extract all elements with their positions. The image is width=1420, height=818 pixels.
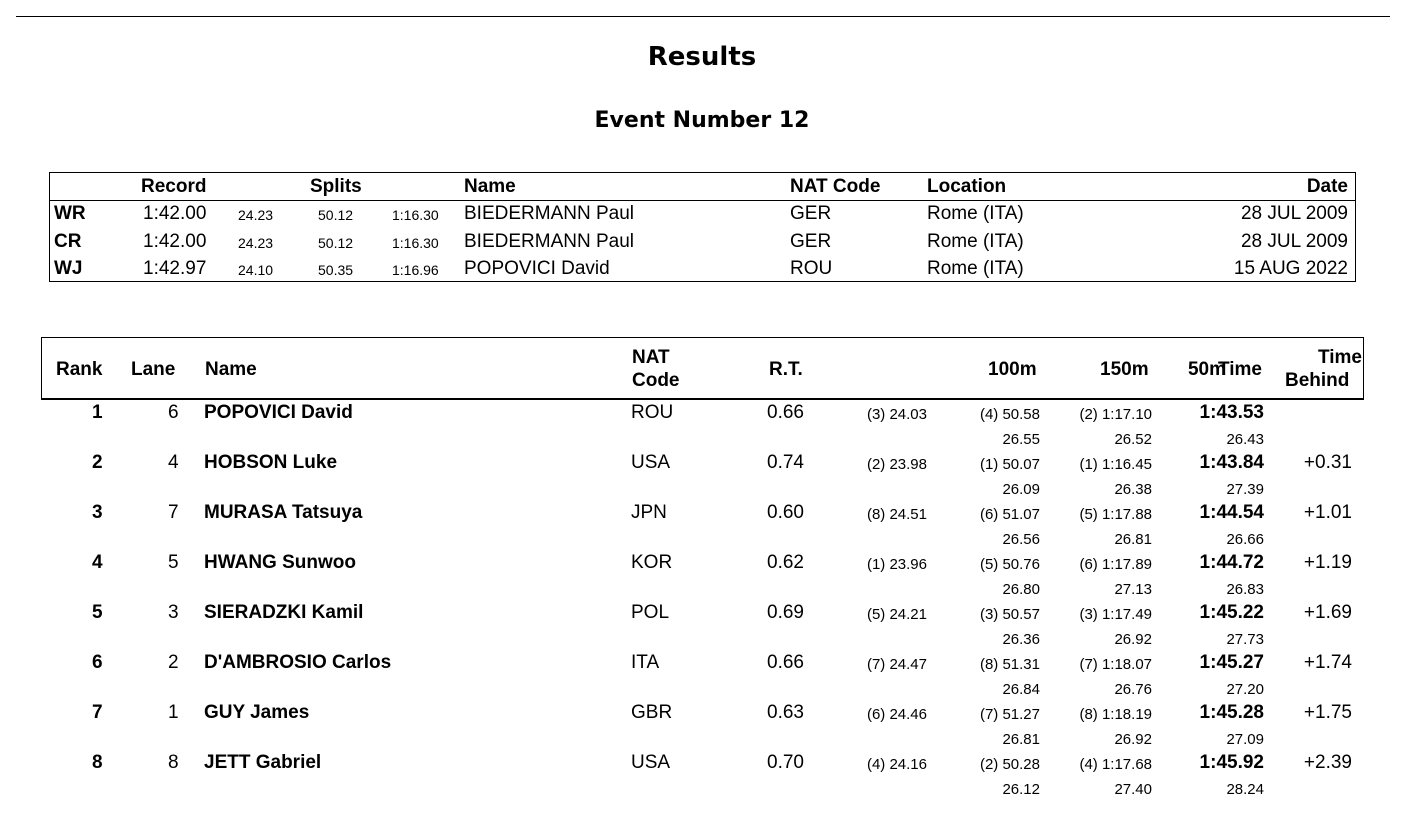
- record-split-100: 50.35: [318, 262, 354, 278]
- result-split-150m: (1) 1:16.45: [1079, 456, 1152, 473]
- result-lap-100m: 26.36: [1002, 631, 1040, 648]
- result-rank: 6: [92, 652, 103, 673]
- result-split-150m: (4) 1:17.68: [1079, 756, 1152, 773]
- result-lane: 3: [168, 602, 179, 623]
- results-header: [41, 337, 1364, 400]
- result-split-150m: (5) 1:17.88: [1079, 506, 1152, 523]
- result-split-150m: (3) 1:17.49: [1079, 606, 1152, 623]
- result-lap-100m: 26.56: [1002, 531, 1040, 548]
- result-lap-150m: 27.13: [1114, 581, 1152, 598]
- result-split-50m: (4) 24.16: [866, 756, 927, 773]
- record-time: 1:42.00: [143, 203, 207, 224]
- result-reaction-time: 0.66: [767, 652, 804, 673]
- result-rank: 8: [92, 752, 103, 773]
- record-holder-name: POPOVICI David: [464, 258, 610, 279]
- result-split-50m: (2) 23.98: [866, 456, 927, 473]
- records-header-rule: [50, 200, 1355, 201]
- results-header-behind-line1: Time: [1317, 347, 1362, 368]
- result-split-50m: (5) 24.21: [866, 606, 927, 623]
- result-time-behind: +2.39: [1303, 752, 1352, 773]
- record-split-100: 50.12: [318, 207, 354, 223]
- result-lap-200m: 27.09: [1226, 731, 1264, 748]
- result-row: [0, 452, 1420, 502]
- result-final-time: 1:43.84: [1199, 452, 1264, 473]
- record-nat: GER: [790, 230, 832, 252]
- result-split-100m: (3) 50.57: [979, 606, 1040, 623]
- result-lap-150m: 27.40: [1114, 781, 1152, 798]
- result-lane: 8: [168, 752, 179, 773]
- result-final-time: 1:45.27: [1199, 652, 1264, 673]
- record-code: CR: [54, 230, 82, 252]
- result-rank: 1: [92, 402, 103, 423]
- records-header-splits: Splits: [310, 176, 362, 197]
- result-rank: 7: [92, 702, 103, 723]
- record-holder-name: BIEDERMANN Paul: [464, 230, 634, 252]
- result-time-behind: +1.75: [1303, 702, 1352, 723]
- result-nat: JPN: [631, 502, 667, 523]
- record-split-50: 24.23: [238, 207, 274, 223]
- record-time: 1:42.97: [143, 258, 207, 279]
- record-location: Rome (ITA): [927, 230, 1024, 252]
- result-lap-100m: 26.81: [1002, 731, 1040, 748]
- result-lap-150m: 26.81: [1114, 531, 1152, 548]
- record-nat: ROU: [790, 258, 833, 279]
- result-split-100m: (6) 51.07: [979, 506, 1040, 523]
- record-split-150: 1:16.30: [392, 207, 439, 223]
- record-code: WR: [54, 203, 86, 224]
- result-lap-100m: 26.12: [1002, 781, 1040, 798]
- result-final-time: 1:43.53: [1199, 402, 1264, 423]
- result-swimmer-name: HOBSON Luke: [204, 452, 338, 473]
- results-header-50m: 50m: [1187, 359, 1226, 380]
- result-time-behind: +1.01: [1303, 502, 1352, 523]
- result-nat: ITA: [631, 652, 660, 673]
- records-header-nat: NAT Code: [790, 176, 881, 197]
- result-row: [0, 502, 1420, 552]
- result-lane: 7: [168, 502, 179, 523]
- results-header-lane: Lane: [131, 359, 176, 380]
- result-lap-150m: 26.76: [1114, 681, 1152, 698]
- results-header-name: Name: [205, 359, 257, 380]
- result-split-100m: (7) 51.27: [979, 706, 1040, 723]
- result-lap-100m: 26.55: [1002, 431, 1040, 448]
- result-lap-200m: 27.20: [1226, 681, 1264, 698]
- result-lane: 6: [168, 402, 179, 423]
- result-split-100m: (8) 51.31: [979, 656, 1040, 673]
- result-lap-200m: 27.73: [1226, 631, 1264, 648]
- page-title: Results: [647, 42, 757, 72]
- result-lap-150m: 26.38: [1114, 481, 1152, 498]
- record-split-100: 50.12: [318, 234, 354, 251]
- result-split-100m: (1) 50.07: [979, 456, 1040, 473]
- result-lane: 2: [168, 652, 179, 673]
- result-nat: USA: [631, 752, 671, 773]
- results-header-nat-line1: NAT: [632, 347, 670, 368]
- record-split-150: 1:16.30: [392, 234, 439, 251]
- result-lap-200m: 27.39: [1226, 481, 1264, 498]
- result-row: [0, 402, 1420, 452]
- result-lap-100m: 26.80: [1002, 581, 1040, 598]
- result-rank: 5: [92, 602, 103, 623]
- record-split-50: 24.23: [238, 234, 274, 251]
- record-nat: GER: [790, 203, 832, 224]
- result-split-150m: (2) 1:17.10: [1079, 406, 1152, 423]
- results-header-time: Time: [1218, 359, 1263, 380]
- result-split-50m: (3) 24.03: [866, 406, 927, 423]
- result-swimmer-name: SIERADZKI Kamil: [204, 602, 364, 623]
- result-time-behind: +1.74: [1303, 652, 1352, 673]
- record-code: WJ: [54, 258, 83, 279]
- result-split-50m: (8) 24.51: [866, 506, 927, 523]
- record-split-150: 1:16.96: [392, 262, 439, 278]
- result-lane: 1: [168, 702, 179, 723]
- record-location: Rome (ITA): [927, 258, 1024, 279]
- result-lap-150m: 26.92: [1114, 731, 1152, 748]
- result-split-100m: (4) 50.58: [979, 406, 1040, 423]
- result-lane: 5: [168, 552, 179, 573]
- result-nat: POL: [631, 602, 670, 623]
- results-header-150m: 150m: [1100, 359, 1149, 380]
- result-swimmer-name: GUY James: [204, 702, 310, 723]
- result-reaction-time: 0.66: [767, 402, 804, 423]
- result-nat: USA: [631, 452, 671, 473]
- result-nat: ROU: [631, 402, 674, 423]
- result-lap-200m: 26.43: [1226, 431, 1264, 448]
- event-title: Event Number 12: [594, 108, 810, 133]
- result-split-150m: (6) 1:17.89: [1079, 556, 1152, 573]
- result-swimmer-name: POPOVICI David: [204, 402, 353, 423]
- result-rank: 2: [92, 452, 103, 473]
- result-nat: GBR: [631, 702, 673, 723]
- result-reaction-time: 0.69: [767, 602, 804, 623]
- top-rule: [16, 16, 1390, 17]
- record-location: Rome (ITA): [927, 203, 1024, 224]
- record-split-50: 24.10: [238, 262, 274, 278]
- result-final-time: 1:45.92: [1199, 752, 1264, 773]
- results-header-rank: Rank: [56, 359, 103, 380]
- result-swimmer-name: JETT Gabriel: [204, 752, 322, 773]
- result-reaction-time: 0.62: [767, 552, 804, 573]
- result-row: [0, 752, 1420, 802]
- result-row: [0, 702, 1420, 752]
- result-swimmer-name: D'AMBROSIO Carlos: [204, 652, 392, 673]
- result-time-behind: +0.31: [1303, 452, 1352, 473]
- result-row: [0, 602, 1420, 652]
- result-split-50m: (1) 23.96: [866, 556, 927, 573]
- result-split-50m: (7) 24.47: [866, 656, 927, 673]
- record-time: 1:42.00: [143, 230, 207, 252]
- results-header-rt: R.T.: [769, 359, 803, 380]
- results-header-nat-line2: Code: [632, 370, 680, 391]
- result-time-behind: +1.69: [1303, 602, 1352, 623]
- result-reaction-time: 0.70: [767, 752, 804, 773]
- result-row: [0, 652, 1420, 702]
- result-rank: 3: [92, 502, 103, 523]
- result-lap-150m: 26.52: [1114, 431, 1152, 448]
- records-header-record: Record: [141, 176, 207, 197]
- result-split-100m: (5) 50.76: [979, 556, 1040, 573]
- record-holder-name: BIEDERMANN Paul: [464, 203, 634, 224]
- result-swimmer-name: MURASA Tatsuya: [204, 502, 363, 523]
- results-header-100m-label: 100m: [988, 359, 1037, 380]
- result-row: [0, 552, 1420, 602]
- result-nat: KOR: [631, 552, 673, 573]
- records-table: [49, 172, 1356, 282]
- result-lap-200m: 26.83: [1226, 581, 1264, 598]
- result-split-100m: (2) 50.28: [979, 756, 1040, 773]
- result-time-behind: +1.19: [1303, 552, 1352, 573]
- result-lap-150m: 26.92: [1114, 631, 1152, 648]
- record-date: 15 AUG 2022: [1233, 258, 1348, 279]
- result-split-150m: (8) 1:18.19: [1079, 706, 1152, 723]
- result-rank: 4: [92, 552, 103, 573]
- result-lap-100m: 26.09: [1002, 481, 1040, 498]
- result-lane: 4: [168, 452, 179, 473]
- result-final-time: 1:45.28: [1199, 702, 1264, 723]
- result-final-time: 1:45.22: [1199, 602, 1264, 623]
- result-final-time: 1:44.54: [1199, 502, 1264, 523]
- result-split-50m: (6) 24.46: [866, 706, 927, 723]
- result-reaction-time: 0.63: [767, 702, 804, 723]
- result-final-time: 1:44.72: [1199, 552, 1264, 573]
- result-split-150m: (7) 1:18.07: [1079, 656, 1152, 673]
- result-lap-100m: 26.84: [1002, 681, 1040, 698]
- record-date: 28 JUL 2009: [1240, 230, 1348, 252]
- records-header-location: Location: [927, 176, 1007, 197]
- results-header-behind-line2: Behind: [1285, 370, 1350, 391]
- result-reaction-time: 0.74: [767, 452, 804, 473]
- result-swimmer-name: HWANG Sunwoo: [204, 552, 356, 573]
- record-date: 28 JUL 2009: [1240, 203, 1348, 224]
- records-header-name: Name: [464, 176, 516, 197]
- result-lap-200m: 26.66: [1226, 531, 1264, 548]
- records-header-date: Date: [1306, 176, 1348, 197]
- result-lap-200m: 28.24: [1226, 781, 1264, 798]
- result-reaction-time: 0.60: [767, 502, 804, 523]
